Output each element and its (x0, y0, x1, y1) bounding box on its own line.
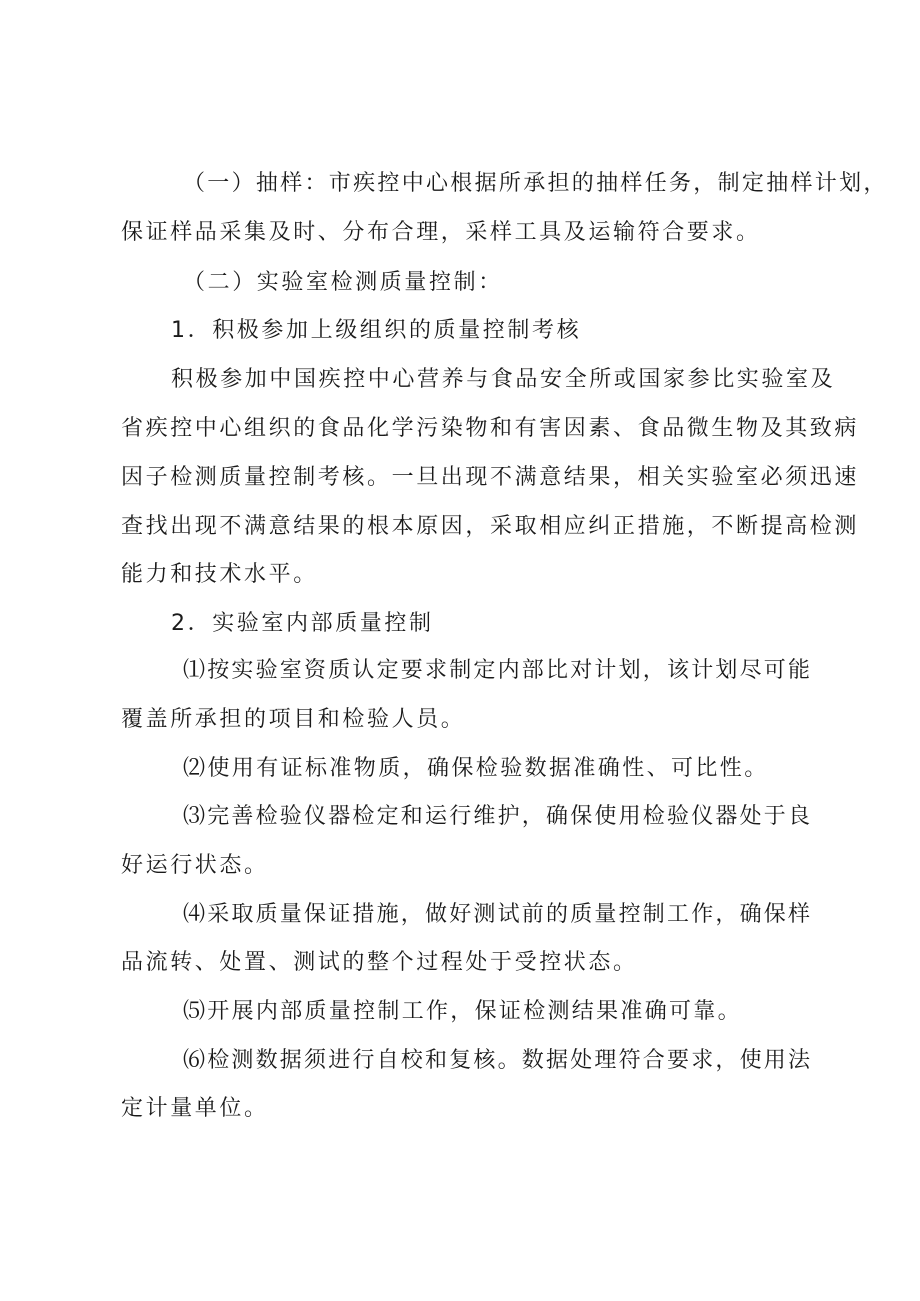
text-line: 能力和技术水平。 (121, 562, 318, 587)
text-line: 品流转、处置、测试的整个过程处于受控状态。 (121, 950, 638, 975)
text-line: 保证样品采集及时、分布合理，采样工具及运输符合要求。 (121, 220, 761, 245)
list-item: ⑵使用有证标准物质，确保检验数据准确性、可比性。 (183, 756, 769, 781)
list-item: ⑴按实验室资质认定要求制定内部比对计划，该计划尽可能 (183, 658, 813, 683)
text-line: 覆盖所承担的项目和检验人员。 (121, 707, 466, 732)
list-item: ⑹检测数据须进行自校和复核。数据处理符合要求，使用法 (183, 1048, 813, 1073)
text-line: （一）抽样：市疾控中心根据所承担的抽样任务，制定抽样计划， (183, 171, 888, 196)
text-line: 好运行状态。 (121, 853, 269, 878)
subsection-heading: 1．积极参加上级组织的质量控制考核 (171, 318, 582, 343)
text-line: 定计量单位。 (121, 1096, 269, 1121)
list-item: ⑷采取质量保证措施，做好测试前的质量控制工作，确保样 (183, 902, 813, 927)
text-line: 省疾控中心组织的食品化学污染物和有害因素、食品微生物及其致病 (121, 416, 860, 441)
text-line: 因子检测质量控制考核。一旦出现不满意结果，相关实验室必须迅速 (121, 465, 860, 490)
list-item: ⑶完善检验仪器检定和运行维护，确保使用检验仪器处于良 (183, 804, 813, 829)
section-heading: （二）实验室检测质量控制： (183, 270, 503, 295)
text-line: 积极参加中国疾控中心营养与食品安全所或国家参比实验室及 (171, 367, 836, 392)
text-line: 查找出现不满意结果的根本原因，采取相应纠正措施，不断提高检测 (121, 514, 860, 539)
subsection-heading: 2．实验室内部质量控制 (171, 611, 434, 636)
list-item: ⑸开展内部质量控制工作，保证检测结果准确可靠。 (183, 999, 742, 1024)
